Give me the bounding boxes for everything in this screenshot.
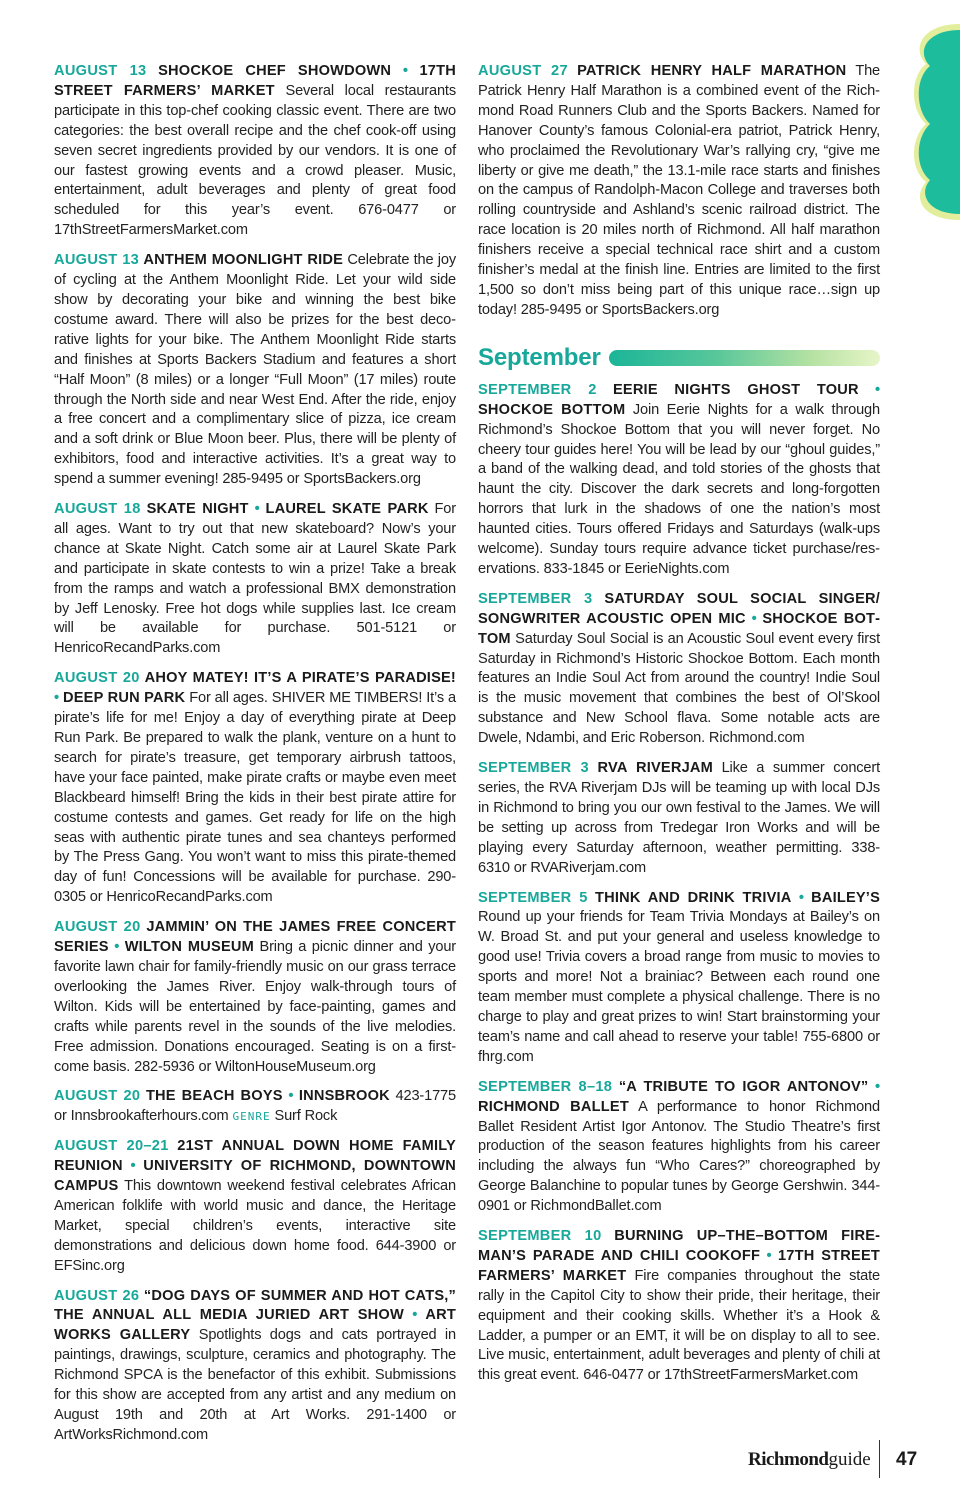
event-venue: 17TH STREET FARMERS’ MARKET	[54, 63, 456, 99]
brand-name-bold: Richmond	[748, 1449, 829, 1470]
right-column	[478, 62, 880, 1396]
event-date: AUGUST 26	[54, 1287, 140, 1304]
event-title: THINK AND DRINK TRIVIA	[595, 889, 792, 906]
event-description: Round up your friends for Team Trivia Mondays at Bailey’s on W. Broad St. and put your general and useless knowledge to good use! Trivia covers a broad range from music to movies to sports and more! Not a brainiac? Between each round one team member must complete a physical challenge. There is no charge to play and great prizes to win! Start brainstorming your team’s name and call ahead to reserve your table! 755-6800 or fhrg.com	[478, 909, 880, 1065]
bullet-separator: •	[403, 1307, 426, 1324]
event-title: EERIE NIGHTS GHOST TOUR	[612, 381, 859, 398]
bullet-separator: •	[248, 501, 266, 518]
event-listing	[54, 500, 456, 659]
event-venue: UNIVERSITY OF RICHMOND, DOWNTOWN CAMPUS	[54, 1158, 456, 1195]
event-venue: 17TH STREET FARMERS’ MARKET	[478, 1247, 881, 1284]
month-heading-text: September	[478, 343, 601, 371]
bullet-separator: •	[108, 939, 125, 956]
event-listing	[54, 1287, 456, 1446]
event-title: PATRICK HENRY HALF MARATHON	[577, 63, 847, 79]
event-date: AUGUST 20	[54, 1088, 141, 1105]
event-date: AUGUST 20	[54, 670, 140, 687]
event-description: For all ages. SHIVER ME TIMBERS! It’s a pirate’s life for me! Enjoy a day of everything pirate at Deep Run Park. Be prepared to walk the plank, venture on a hunt to search for pirate’s treasure, get temporary airbrush tattoos, have your face painted, make pirate crafts or maybe even meet Blackbeard himself! Bring the kids in their best pirate attire for costume contests and games. Get ready for life on the high seas with authentic pirate tunes and sea chanteys performed by The Press Gang. You won’t want to miss this pirate-themed day of fun! Concessions will be available for purchase. 290-0305 or HenricoRecandParks.com	[54, 690, 456, 906]
genre-label: GENRE	[232, 1110, 271, 1124]
brand-name-light: guide	[828, 1449, 871, 1470]
event-venue: WILTON MUSEUM	[124, 939, 254, 956]
event-description: Spotlights dogs and cats portrayed in paintings, drawings, sculpture, ceramics and photography. The Richmond SPCA is the benefactor of this exhibit. Submissions for this show are accepted from any artist and any medium on August 19th and 20th at Art Works. 291-1400 or ArtWorksRichmond.com	[54, 1327, 456, 1443]
event-date: AUGUST 13	[54, 252, 140, 269]
event-date: AUGUST 18	[54, 501, 141, 518]
bullet-separator: •	[391, 63, 420, 79]
event-title: SHOCKOE CHEF SHOWDOWN	[158, 63, 392, 79]
bullet-separator: •	[54, 690, 63, 707]
bullet-separator: •	[745, 610, 763, 627]
corner-tab-decoration	[900, 20, 960, 220]
august-events-continued	[478, 62, 880, 321]
event-listing	[54, 918, 456, 1077]
event-venue: LAUREL SKATE PARK	[265, 501, 429, 518]
event-date: SEPTEMBER 2	[478, 381, 597, 398]
bullet-separator: •	[122, 1158, 144, 1175]
bullet-separator: •	[282, 1088, 299, 1105]
event-venue: RICHMOND BALLET	[478, 1098, 629, 1115]
event-listing	[478, 62, 880, 321]
event-title: SATURDAY SOUL SOCIAL SINGER/ SONGWRITER ACOUSTIC OPEN MIC	[478, 590, 881, 627]
event-title: “DOG DAYS OF SUMMER AND HOT CATS,” THE ANNUAL ALL MEDIA JURIED ART SHOW	[54, 1287, 457, 1324]
event-title: SKATE NIGHT	[146, 501, 249, 518]
september-events	[478, 381, 880, 1387]
event-venue: SHOCKOE BOTTOM	[478, 610, 880, 647]
event-title: RVA RIVERJAM	[597, 760, 713, 777]
event-date: AUGUST 20	[54, 919, 141, 936]
event-listing	[54, 1087, 456, 1127]
event-listing	[478, 1078, 880, 1217]
event-venue: INNSBROOK	[298, 1088, 390, 1105]
event-title: THE BEACH BOYS	[145, 1088, 283, 1105]
event-description: 423-1775 or Innsbrookafterhours.com	[54, 1088, 456, 1125]
event-venue: ART WORKS GALLERY	[54, 1307, 456, 1344]
event-description: Like a summer concert series, the RVA Riverjam DJs will be teaming up with local DJs in Richmond to bring you our own festival to the James. We will be setting up across from Tredegar Iron Works and will be playing every Saturday afternoon, weather permitting. 338-6310 or RVARiverjam.com	[478, 760, 881, 876]
event-date: SEPTEMBER 5	[478, 889, 588, 906]
event-date: AUGUST 13	[54, 63, 147, 79]
event-title: 21ST ANNUAL DOWN HOME FAMILY REUNION	[54, 1138, 456, 1175]
event-title: “A TRIBUTE TO IGOR ANTONOV”	[618, 1078, 869, 1095]
event-listing	[478, 759, 880, 878]
bullet-separator: •	[791, 889, 812, 906]
event-description: Several local restaurants participate in this top-chef cooking classic event. There are two categories: the best overall recipe and the chef cook-off using seven secret ingredients provided by our vendors. It is one of our fastest growing events and a crowd pleaser. Music, entertainment, adult beverages and plenty of great food scheduled for this year’s event. 676-0477 or 17thStreetFarmersMarket.com	[54, 82, 456, 239]
month-heading-bar	[609, 350, 880, 366]
event-description: Saturday Soul Social is an Acoustic Soul event every first Saturday in Richmond’s Historic Shockoe Bottom. Each month features an Indie Soul Act from around the country! Indie Soul is the music movement that combines the best of Ol’Skool substance and New School flava. Some notable acts are Dwele, Ndambi, and Eric Roberson. Richmond.com	[478, 630, 880, 747]
event-listing	[478, 381, 880, 580]
page-number: 47	[896, 1449, 918, 1470]
event-description: Join Eerie Nights for a walk through Richmond’s Shockoe Bottom that you will never forget. No cheery tour guides here! You will be lead by our “ghoul guides,” a band of the walking dead, and told stories of the ghosts that haunt the city. Discover the dark secrets and long-forgotten horrors that lurk in the shadows of one the nation’s most haunted cities. Tours offered Fridays and Saturdays (walk-ups welcome). Sunday tours require advance ticket purchase/reservations. 833-1845 or EerieNights.com	[478, 401, 880, 577]
event-listing	[478, 889, 880, 1068]
left-column	[54, 62, 456, 1456]
footer-divider	[879, 1440, 880, 1478]
event-date: SEPTEMBER 10	[478, 1228, 602, 1245]
event-listing	[478, 1227, 880, 1386]
event-date: SEPTEMBER 3	[478, 760, 589, 777]
event-title: AHOY MATEY! IT’S A PIRATE’S PARADISE!	[144, 670, 456, 687]
event-title: BURNING UP–THE–BOTTOM FIREMAN’S PARADE AND CHILI COOKOFF	[478, 1228, 880, 1264]
event-description: Bring a picnic dinner and your favorite lawn chair for family-friendly music on our grass terrace overlooking the James River. Enjoy walk-through tours of Wilton. Kids will be entertained by face-painting, games and crafts while parents revel in the sounds of the live melodies. Free admission. Donations encouraged. Seating is on a first-come basis. 282-5936 or WiltonHouseMuseum.org	[54, 939, 457, 1075]
footer-brand	[748, 1449, 871, 1471]
event-listing	[54, 1137, 456, 1276]
event-listing	[54, 62, 456, 241]
bullet-separator: •	[868, 1078, 880, 1095]
event-title: ANTHEM MOONLIGHT RIDE	[143, 252, 344, 269]
event-listing	[54, 251, 456, 490]
event-venue: BAILEY’S	[811, 889, 880, 906]
event-date: AUGUST 27	[478, 63, 568, 79]
event-description: Celebrate the joy of cycling at the Anthem Moonlight Ride. Let your wild side show by decorating your bike and winning the best bike costume award. There will also be prizes for the best decorative lights for your bike. The Anthem Moonlight Ride starts and finishes at Sports Backers Stadium and features a short “Half Moon” (8 miles) or a longer “Full Moon” (17 miles) route through the North side and near West End. After the ride, enjoy a free concert and a complimentary slice of pizza, ice cream and a soft drink or Blue Moon beer. Plus, there will be plenty of exhibitors, food and interactive activities. It’s a great way to spend a summer evening! 285-9495 or SportsBackers.org	[54, 252, 457, 488]
event-description: This downtown weekend festival celebrates African American folklife with world music and dance, the Heritage Market, special children’s events, interactive site demonstrations and delicious down home food. 644-3900 or EFSinc.org	[54, 1178, 456, 1274]
event-description: Fire companies throughout the state rally in the Capitol City to show their pride, their heritage, their equipment and their cooking skills. Whether it’s a Hook & Ladder, a pumper or an EMT, it will be on display to all to see. Live music, entertainment, adult beverages and plenty of chili at this great event. 646-0477 or 17thStreetFarmersMarket.com	[478, 1267, 881, 1384]
event-date: SEPTEMBER 3	[478, 590, 593, 607]
month-heading-september	[478, 343, 880, 373]
event-description: The Patrick Henry Half Marathon is a combined event of the Richmond Road Runners Club and the Sports Backers. Named for Hanover County’s famous Colonial-era patriot, Patrick Henry, who proclaimed the Revolutionary War’s rallying cry, “give me liberty or give me death,” the 13.1-mile race starts and finishes on the campus of Randolph-Macon College and traverses both rolling countryside and Ashland’s scenic railroad district. The race location is 20 miles north of Richmond. All half marathon finishers receive a special technical race shirt and a custom finisher’s medal at the finish line. Entries are limited to the first 1,500 so don’t miss being part of this unique race…sign up today! 285-9495 or SportsBackers.org	[478, 63, 881, 318]
event-venue: DEEP RUN PARK	[62, 690, 186, 707]
event-venue: SHOCKOE BOTTOM	[478, 401, 626, 418]
event-listing	[478, 590, 880, 749]
genre-value: Surf Rock	[274, 1108, 338, 1125]
event-listing	[54, 669, 456, 908]
event-description: For all ages. Want to try out that new skateboard? Now’s your chance at Skate Night. Catch some air at Laurel Skate Park and participate in skate contests to win a prize! Take a break from the ramps and watch a professional BMX demonstration by Jeff Lenosky. Free hot dogs while supplies last. Ice cream will be available for purchase. 501-5121 or HenricoRecandParks.com	[54, 501, 456, 657]
event-description: A performance to honor Richmond Ballet Resident Artist Igor Antonov. The Studio Theatre’s first production of the season features highlights from his career including the always fun “Who Cares?” choreographed by George Balanchine to popular tunes by George Gershwin. 344-0901 or RichmondBallet.com	[478, 1098, 880, 1215]
event-date: SEPTEMBER 8–18	[478, 1078, 613, 1095]
bullet-separator: •	[760, 1247, 778, 1264]
event-title: JAMMIN’ ON THE JAMES FREE CONCERT SERIES	[54, 919, 457, 956]
event-date: AUGUST 20–21	[54, 1138, 169, 1155]
bullet-separator: •	[858, 381, 880, 398]
